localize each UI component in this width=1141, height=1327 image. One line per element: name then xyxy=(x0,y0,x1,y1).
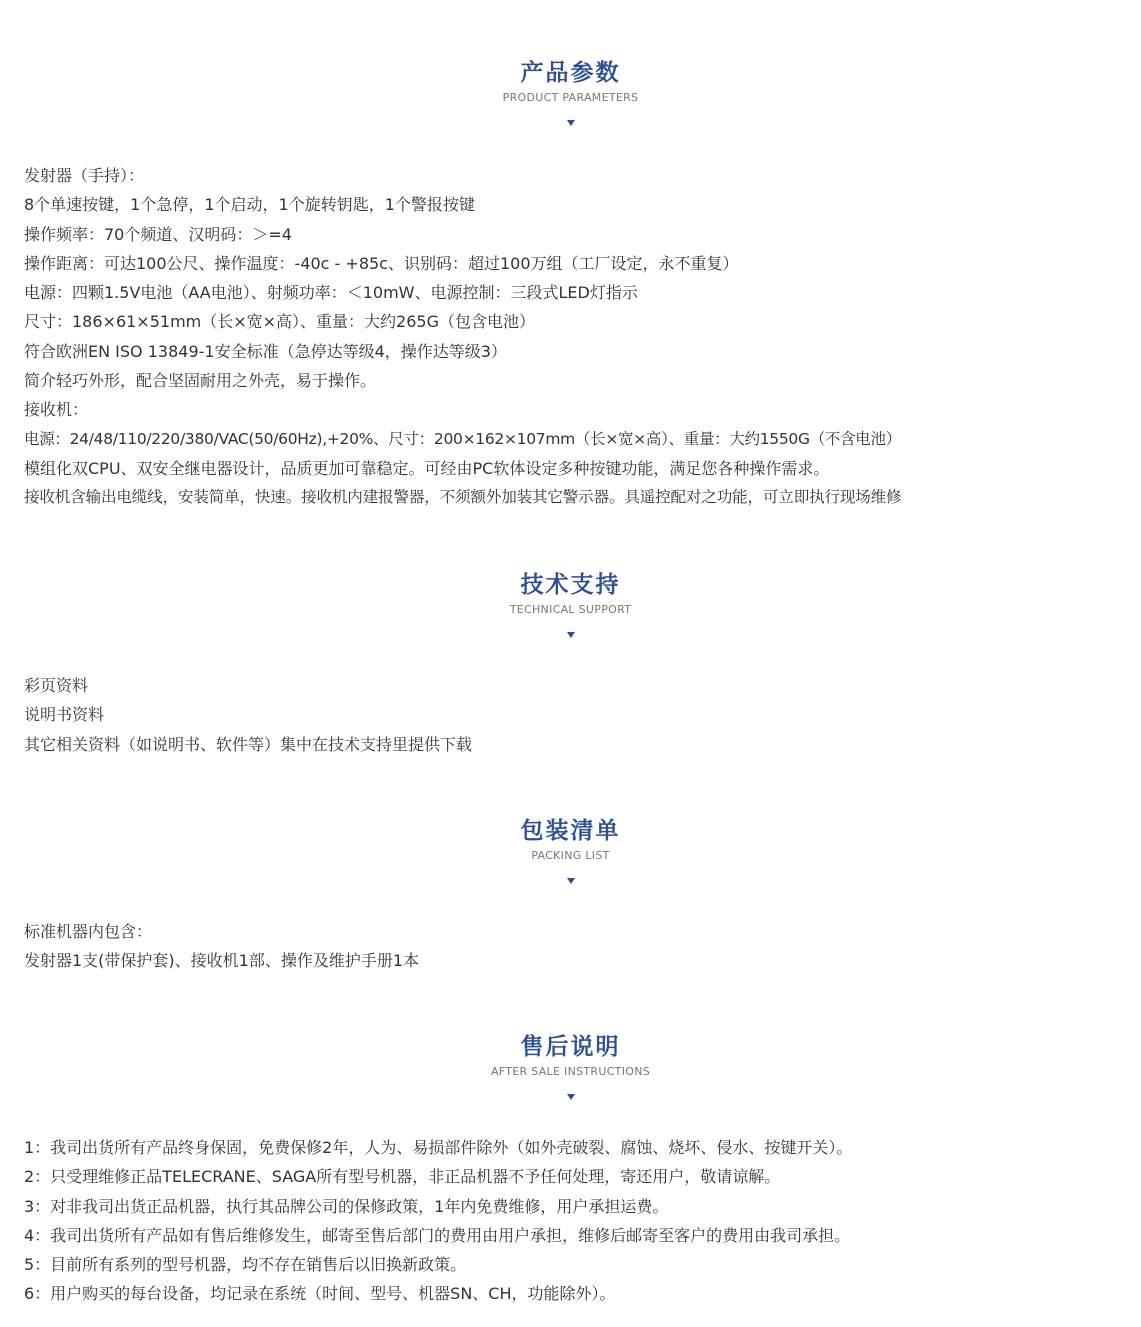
section-subtitle: AFTER SALE INSTRUCTIONS xyxy=(490,1065,651,1078)
section-header xyxy=(0,816,1141,884)
after-sale-line: 2：只受理维修正品TELECRANE、SAGA所有型号机器，非正品机器不予任何处理，寄还用户，敬请谅解。 xyxy=(24,1167,781,1187)
support-line: 彩页资料 xyxy=(24,676,89,695)
param-line: 模组化双CPU、双安全继电器设计，品质更加可靠稳定。可经由PC软体设定多种按键功能，满足您各种操作需求。 xyxy=(24,458,830,478)
after-sale-line: 1：我司出货所有产品终身保固，免费保修2年，人为、易损部件除外（如外壳破裂、腐蚀、烧坏、侵水、按键开关）。 xyxy=(24,1138,853,1157)
product-parameters-body xyxy=(24,161,1124,513)
section-subtitle: PACKING LIST xyxy=(531,849,610,862)
param-line: 接收机： xyxy=(24,400,89,420)
support-line: 说明书资料 xyxy=(24,705,105,725)
section-title: 售后说明 xyxy=(520,1034,621,1060)
param-line: 8个单速按键，1个急停，1个启动，1个旋转钥匙，1个警报按键 xyxy=(24,195,475,215)
packing-list-body xyxy=(24,917,1124,976)
after-sale-line: 3：对非我司出货正品机器，执行其品牌公司的保修政策，1年内免费维修，用户承担运费。 xyxy=(24,1196,669,1216)
section-title: 产品参数 xyxy=(520,60,621,86)
after-sale-line: 4：我司出货所有产品如有售后维修发生，邮寄至售后部门的费用由用户承担，维修后邮寄至客户的费用由我司承担。 xyxy=(24,1225,851,1245)
after-sale-line: 6：用户购买的每台设备，均记录在系统（时间、型号、机器SN、CH，功能除外）。 xyxy=(24,1284,616,1304)
param-line: 电源：四颗1.5V电池（AA电池）、射频功率：＜10mW、电源控制：三段式LED灯指示 xyxy=(24,283,638,303)
triangle-down-icon xyxy=(567,1094,575,1100)
triangle-down-icon xyxy=(567,120,575,126)
section-subtitle: PRODUCT PARAMETERS xyxy=(502,91,639,104)
section-header xyxy=(0,58,1141,126)
section-after-sale-instructions xyxy=(0,1032,1141,1100)
packing-line: 发射器1支(带保护套)、接收机1部、操作及维护手册1本 xyxy=(24,951,420,971)
section-packing-list xyxy=(0,816,1141,884)
param-line: 尺寸：186×61×51mm（长×宽×高）、重量：大约265G（包含电池） xyxy=(24,312,535,332)
triangle-down-icon xyxy=(567,878,575,884)
param-line: 发射器（手持）： xyxy=(24,166,145,185)
section-header xyxy=(0,570,1141,638)
section-technical-support xyxy=(0,570,1141,638)
support-line: 其它相关资料（如说明书、软件等）集中在技术支持里提供下载 xyxy=(24,734,473,754)
technical-support-body xyxy=(24,671,1124,759)
after-sale-line: 5：目前所有系列的型号机器，均不存在销售后以旧换新政策。 xyxy=(24,1255,467,1275)
section-subtitle: TECHNICAL SUPPORT xyxy=(509,603,632,616)
triangle-down-icon xyxy=(567,632,575,638)
param-line: 接收机含输出电缆线，安装简单，快速。接收机内建报警器，不须额外加装其它警示器。具遥控配对之功能，可立即执行现场维修 xyxy=(24,488,902,507)
param-line: 电源：24/48/110/220/380/VAC(50/60Hz),+20%、尺寸：200×162×107mm（长×宽×高）、重量：大约1550G（不含电池） xyxy=(24,429,901,448)
section-product-parameters xyxy=(0,58,1141,126)
after-sale-body xyxy=(24,1133,1124,1309)
section-title: 技术支持 xyxy=(520,572,621,598)
section-header xyxy=(0,1032,1141,1100)
param-line: 操作距离：可达100公尺、操作温度：-40c - +85c、识别码：超过100万组（工厂设定，永不重复） xyxy=(24,253,739,273)
section-title: 包装清单 xyxy=(520,818,621,844)
param-line: 简介轻巧外形，配合坚固耐用之外壳，易于操作。 xyxy=(24,371,377,391)
param-line: 符合欧洲EN ISO 13849-1安全标准（急停达等级4，操作达等级3） xyxy=(24,341,507,361)
param-line: 操作频率：70个频道、汉明码：＞=4 xyxy=(24,224,292,244)
packing-line: 标准机器内包含： xyxy=(24,922,153,941)
